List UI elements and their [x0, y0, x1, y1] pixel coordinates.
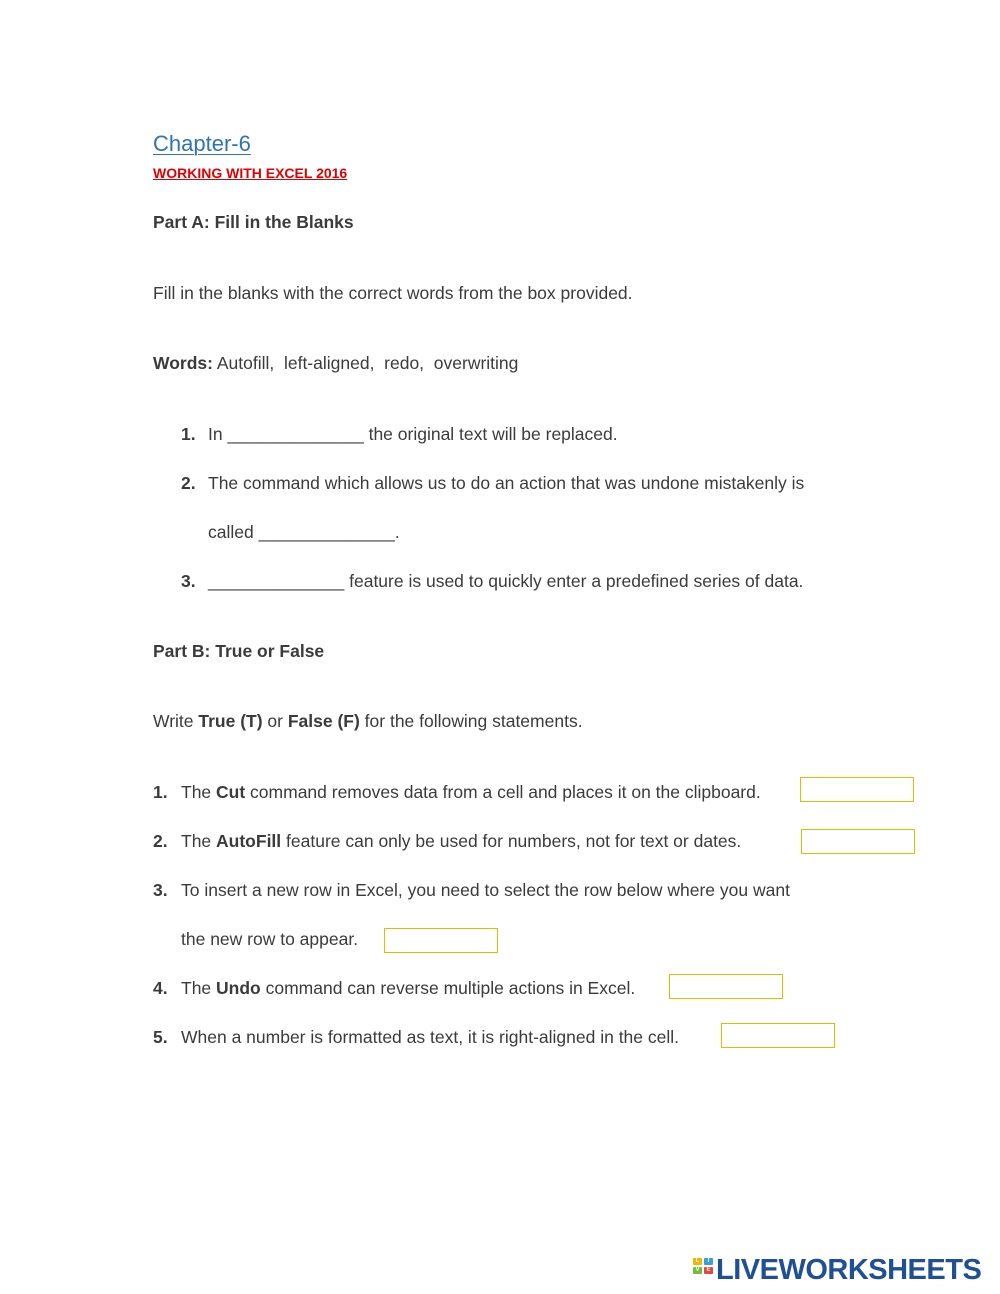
statement-keyword: AutoFill	[216, 831, 282, 851]
words-line	[153, 352, 518, 374]
question-number: 1.	[181, 424, 196, 444]
statement-keyword: Undo	[216, 978, 261, 998]
question-text: ______________ feature is used to quickly enter a predefined series of data.	[208, 571, 804, 591]
question-text: In ______________ the original text will be replaced.	[208, 424, 618, 444]
statement-text: command removes data from a cell and places it on the clipboard.	[245, 782, 761, 802]
part-a-instruction: Fill in the blanks with the correct words from the box provided.	[153, 283, 633, 303]
logo-square: V	[693, 1267, 702, 1274]
part-a-heading: Part A: Fill in the Blanks	[153, 212, 354, 232]
statement-text: The	[181, 831, 217, 851]
answer-box-4[interactable]	[669, 974, 783, 999]
statement-number: 3.	[153, 880, 168, 900]
statement-text: To insert a new row in Excel, you need to select the row below where you want	[181, 880, 790, 900]
statement-text: When a number is formatted as text, it is right-aligned in the cell.	[181, 1027, 680, 1047]
statement-number: 4.	[153, 978, 168, 998]
tf-statement-3-continued: the new row to appear.	[181, 929, 359, 949]
words-label: Words:	[153, 353, 213, 373]
statement-number: 1.	[153, 782, 168, 802]
instruction-text: for the following statements.	[359, 711, 583, 731]
answer-box-2[interactable]	[801, 829, 915, 854]
tf-statement-2	[153, 830, 741, 852]
answer-box-1[interactable]	[800, 777, 914, 802]
part-b-instruction	[153, 710, 583, 732]
part-b-heading: Part B: True or False	[153, 641, 325, 661]
false-label: False (F)	[287, 711, 360, 731]
true-label: True (T)	[198, 711, 263, 731]
fill-question-2-continued: called ______________.	[208, 522, 400, 542]
chapter-title: Chapter-6	[153, 131, 251, 156]
answer-box-5[interactable]	[721, 1023, 835, 1048]
statement-keyword: Cut	[216, 782, 246, 802]
instruction-text: or	[262, 711, 288, 731]
tf-statement-1	[153, 781, 761, 803]
logo-text: LIVEWORKSHEETS	[716, 1254, 982, 1286]
chapter-subtitle: WORKING WITH EXCEL 2016	[153, 165, 348, 181]
statement-number: 5.	[153, 1027, 168, 1047]
tf-statement-5	[153, 1026, 679, 1048]
statement-text: feature can only be used for numbers, not for text or dates.	[281, 831, 742, 851]
logo-square: I	[704, 1258, 713, 1265]
logo-icon	[693, 1258, 713, 1282]
logo-square: L	[693, 1258, 702, 1265]
tf-statement-3	[153, 879, 790, 901]
tf-statement-4	[153, 977, 635, 999]
statement-text: The	[181, 978, 217, 998]
statement-text: The	[181, 782, 217, 802]
statement-text: command can reverse multiple actions in Excel.	[260, 978, 636, 998]
fill-question-2	[181, 472, 804, 494]
answer-box-3[interactable]	[384, 928, 498, 953]
statement-number: 2.	[153, 831, 168, 851]
words-list: Autofill, left-aligned, redo, overwriting	[212, 353, 519, 373]
question-number: 3.	[181, 571, 196, 591]
question-number: 2.	[181, 473, 196, 493]
instruction-text: Write	[153, 711, 199, 731]
logo-square: E	[704, 1267, 713, 1274]
fill-question-1	[181, 423, 618, 445]
question-text: The command which allows us to do an action that was undone mistakenly is	[208, 473, 805, 493]
fill-question-3	[181, 570, 803, 592]
